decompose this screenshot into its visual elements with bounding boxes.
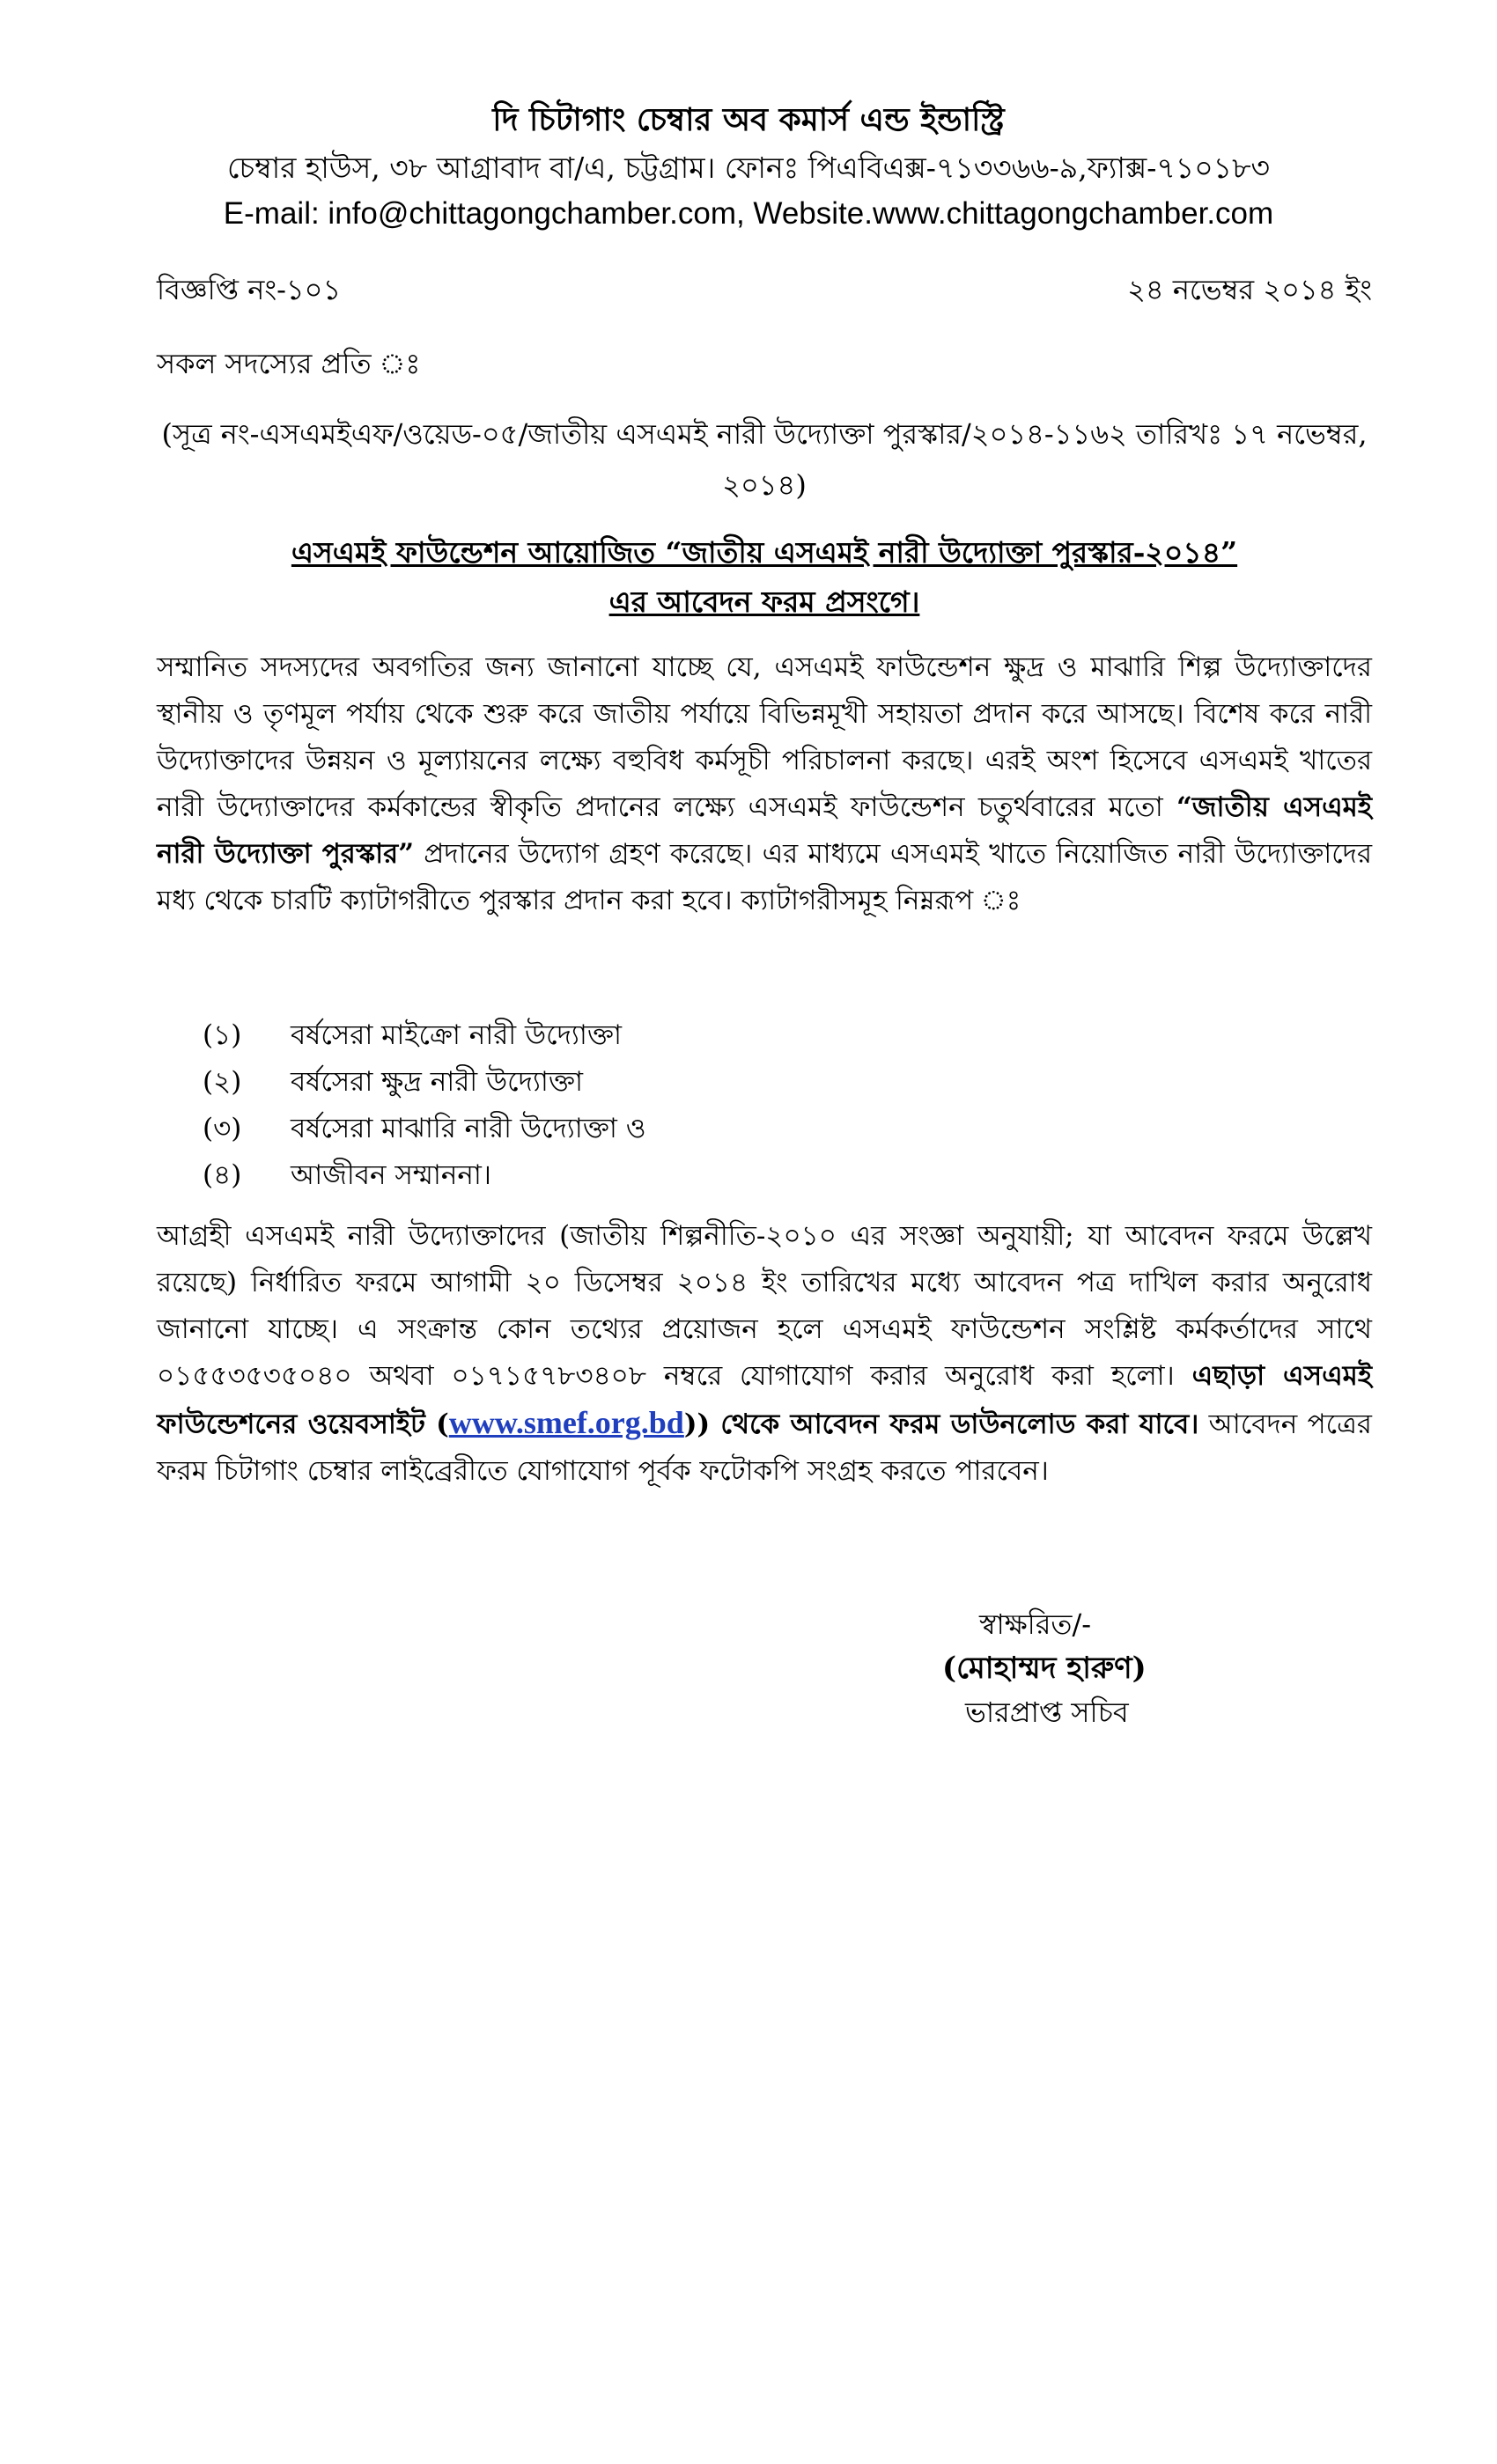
body-paragraph-1	[157, 644, 1372, 924]
body-paragraph-2	[157, 1213, 1372, 1495]
list-item	[203, 1106, 646, 1152]
download-note-end: )) থেকে আবেদন ফরম ডাউনলোড করা যাবে।	[683, 1409, 1199, 1440]
list-item	[203, 1152, 646, 1199]
category-label: বর্ষসেরা ক্ষুদ্র নারী উদ্যোক্তা	[291, 1066, 583, 1098]
category-number: (১)	[203, 1019, 242, 1051]
notice-number: বিজ্ঞপ্তি নং-১০১	[157, 273, 342, 306]
list-item	[203, 1059, 646, 1106]
paragraph-2-text-a: আগ্রহী এসএমই নারী উদ্যোক্তাদের (জাতীয় শিল্পনীতি-২০১০ এর সংজ্ঞা অনুযায়ী; যা আবেদন ফরমে উল্লেখ রয়েছে) নির্ধারিত ফরমে আগামী ২০ ডিসেম্বর ২০১৪ ইং তারিখের মধ্যে আবেদন পত্র দাখিল করার অনুরোধ জানানো যাচ্ছে। এ সংক্রান্ত কোন তথ্যের প্রয়োজন হলে এসএমই ফাউন্ডেশন সংশ্লিষ্ট কর্মকর্তাদের সাথে ০১৫৫৩৫৩৫০৪০ অথবা ০১৭১৫৭৮৩৪০৮ নম্বরে যোগাযোগ করার অনুরোধ করা হলো।	[157, 1220, 1372, 1392]
smef-website-link[interactable]: www.smef.org.bd	[448, 1405, 684, 1440]
paragraph-2-text-b: আবেদন পত্রের ফরম চিটাগাং চেম্বার লাইব্রেরীতে যোগাযোগ পূর্বক ফটোকপি সংগ্রহ করতে পারবেন।	[157, 1409, 1372, 1487]
subject-line-1: এসএমই ফাউন্ডেশন আয়োজিত “জাতীয় এসএমই নারী উদ্যোক্তা পুরস্কার-২০১৪”	[291, 535, 1238, 570]
notice-date: ২৪ নভেম্বর ২০১৪ ইং	[1127, 273, 1372, 306]
download-note-start: এছাড়া এসএমই ফাউন্ডেশনের ওয়েবসাইট (	[157, 1360, 1372, 1440]
signature-block	[916, 1602, 1180, 1734]
paragraph-1-text-b: প্রদানের উদ্যোগ গ্রহণ করেছে। এর মাধ্যমে এসএমই খাতে নিয়োজিত নারী উদ্যোক্তাদের মধ্য থেকে চারটি ক্যাটাগরীতে পুরস্কার প্রদান করা হবে। ক্যাটাগরীসমূহ নিম্নরূপ ঃ	[157, 838, 1372, 916]
award-name: “জাতীয় এসএমই নারী উদ্যোক্তা পুরস্কার”	[157, 791, 1372, 870]
category-label: বর্ষসেরা মাইক্রো নারী উদ্যোক্তা	[291, 1019, 622, 1051]
list-item	[203, 1012, 646, 1059]
paragraph-1-text-a: সম্মানিত সদস্যদের অবগতির জন্য জানানো যাচ্ছে যে, এসএমই ফাউন্ডেশন ক্ষুদ্র ও মাঝারি শিল্প উদ্যোক্তাদের স্থানীয় ও তৃণমূল পর্যায় থেকে শুরু করে জাতীয় পর্যায়ে বিভিন্নমূখী সহায়তা প্রদান করে আসছে। বিশেষ করে নারী উদ্যোক্তাদের উন্নয়ন ও মূল্যায়নের লক্ষ্যে বহুবিধ কর্মসূচী পরিচালনা করছে। এরই অংশ হিসেবে এসএমই খাতের নারী উদ্যোক্তাদের কর্মকান্ডের স্বীকৃতি প্রদানের লক্ষ্যে এসএমই ফাউন্ডেশন চতুর্থবারের মতো	[157, 651, 1372, 823]
organization-name: দি চিটাগাং চেম্বার অব কমার্স এন্ড ইন্ডাস্ট্রি	[492, 101, 1005, 138]
category-number: (৪)	[203, 1159, 242, 1191]
category-number: (২)	[203, 1066, 242, 1098]
signatory-title: ভারপ্রাপ্ত সচিব	[965, 1695, 1129, 1729]
subject-line-2: এর আবেদন ফরম প্রসংগে।	[608, 585, 920, 619]
signature-label: স্বাক্ষরিত/-	[979, 1607, 1092, 1641]
notice-reference-row	[157, 269, 1372, 310]
category-label: আজীবন সম্মাননা।	[291, 1159, 491, 1191]
organization-address: চেম্বার হাউস, ৩৮ আগ্রাবাদ বা/এ, চট্টগ্রাম। ফোনঃ পিএবিএক্স-৭১৩৩৬৬-৯,ফ্যাক্স-৭১০১৮৩	[227, 151, 1270, 185]
organization-contact: E-mail: info@chittagongchamber.com, Website.www.chittagongchamber.com	[223, 196, 1274, 231]
category-label: বর্ষসেরা মাঝারি নারী উদ্যোক্তা ও	[291, 1113, 646, 1144]
signatory-name: (মোহাম্মদ হারুণ)	[942, 1651, 1147, 1686]
category-number: (৩)	[203, 1113, 242, 1144]
subject-heading	[157, 528, 1372, 627]
source-reference: (সূত্র নং-এসএমইএফ/ওয়েড-০৫/জাতীয় এসএমই নারী উদ্যোক্তা পুরস্কার/২০১৪-১১৬২ তারিখঃ ১৭ নভেম্বর, ২০১৪)	[161, 417, 1368, 502]
category-list	[203, 1012, 646, 1199]
salutation: সকল সদস্যের প্রতি ঃ	[157, 347, 421, 380]
